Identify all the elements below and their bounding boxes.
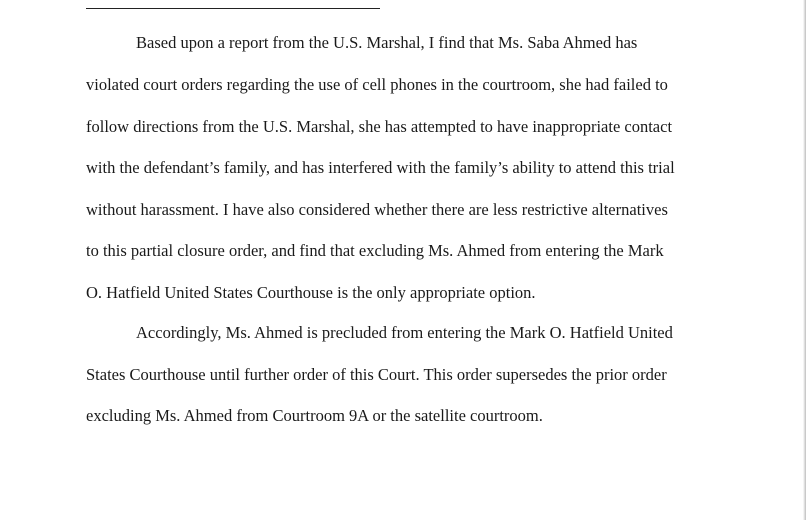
- text-line: follow directions from the U.S. Marshal, she has attempted to have inappropriate contact: [86, 117, 673, 136]
- text-line: excluding Ms. Ahmed from Courtroom 9A or the satellite courtroom.: [86, 406, 543, 425]
- top-divider-rule: [86, 8, 380, 9]
- text-line: to this partial closure order, and find that excluding Ms. Ahmed from entering the Mark: [86, 241, 664, 260]
- text-line: violated court orders regarding the use of cell phones in the courtroom, she had failed to: [86, 75, 668, 94]
- text-line: O. Hatfield United States Courthouse is the only appropriate option.: [86, 283, 536, 302]
- text-line: Accordingly, Ms. Ahmed is precluded from entering the Mark O. Hatfield United: [136, 323, 673, 342]
- text-line: States Courthouse until further order of this Court. This order supersedes the prior order: [86, 365, 667, 384]
- text-line: with the defendant’s family, and has interfered with the family’s ability to attend this trial: [86, 158, 675, 177]
- text-line: Based upon a report from the U.S. Marshal, I find that Ms. Saba Ahmed has: [136, 33, 638, 52]
- text-line: without harassment. I have also considered whether there are less restrictive alternatives: [86, 200, 668, 219]
